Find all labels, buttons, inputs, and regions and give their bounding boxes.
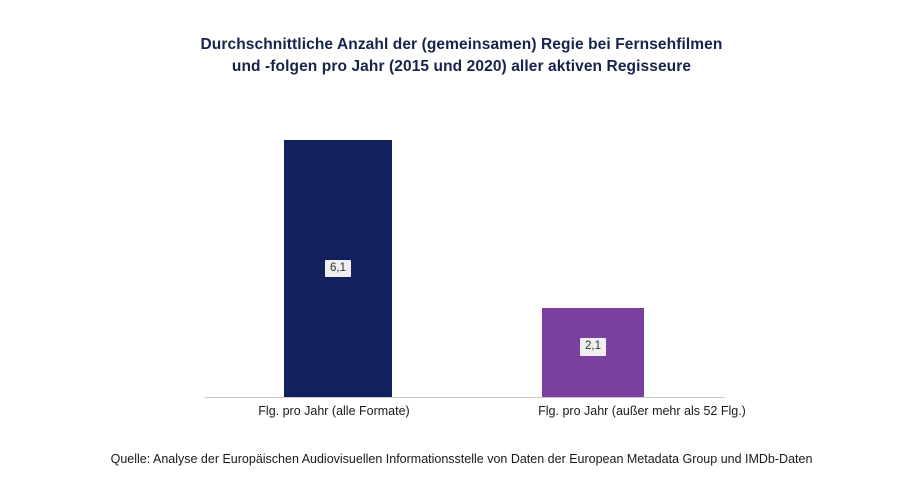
chart-title-line-1: Durchschnittliche Anzahl der (gemeinsamen) Regie bei Fernsehfilmen xyxy=(200,36,723,53)
source-note: Quelle: Analyse der Europäischen Audiovisuellen Informationsstelle von Daten der European Metadata Group und IMDb-Daten xyxy=(110,452,813,466)
plot-area xyxy=(205,110,725,397)
chart-title xyxy=(60,34,863,79)
x-axis-tick-label-1: Flg. pro Jahr (außer mehr als 52 Flg.) xyxy=(538,404,746,418)
x-axis-tick-label-0: Flg. pro Jahr (alle Formate) xyxy=(258,404,410,418)
bar-value-label-0: 6,1 xyxy=(325,260,351,278)
x-axis-line xyxy=(205,397,725,398)
bar-flg-pro-jahr-ausser-mehr-als-52-flg[interactable] xyxy=(542,308,644,397)
chart-title-line-2: und -folgen pro Jahr (2015 und 2020) aller aktiven Regisseure xyxy=(231,58,692,76)
bar-value-label-1: 2,1 xyxy=(580,338,606,356)
bar-flg-pro-jahr-alle-formate[interactable] xyxy=(284,140,392,397)
